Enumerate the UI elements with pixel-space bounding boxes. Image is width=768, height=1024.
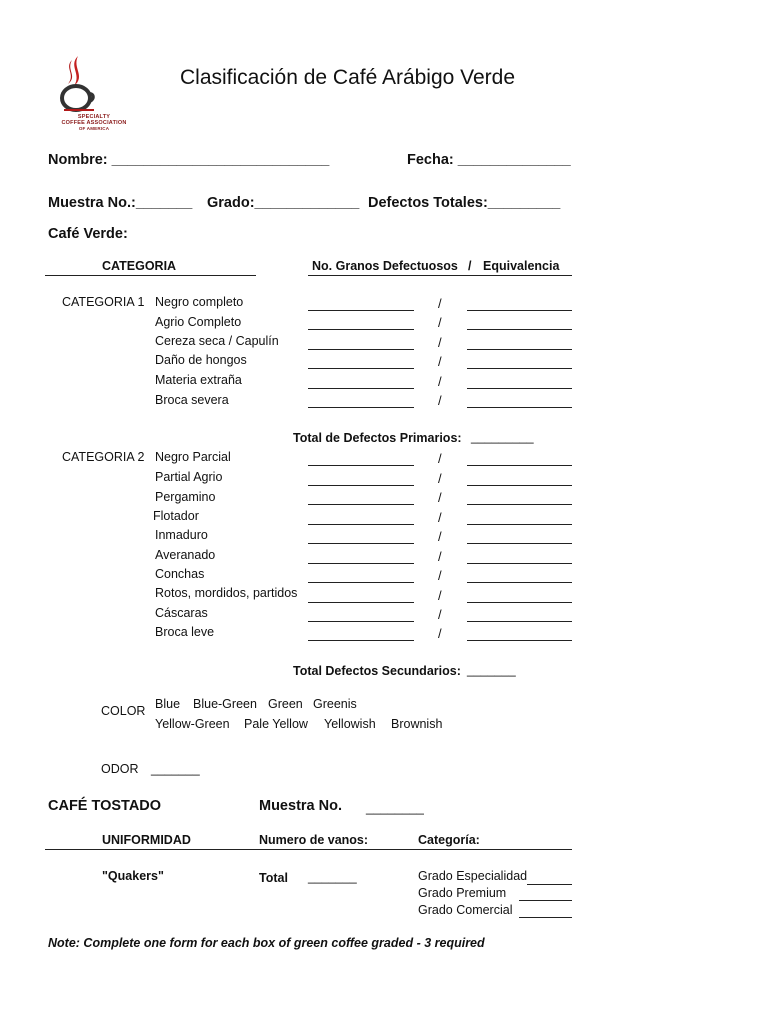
total-primarios-blank[interactable]: _________ <box>471 430 534 444</box>
total-secundarios-label: Total Defectos Secundarios: <box>293 664 461 678</box>
header-slash: / <box>468 259 472 273</box>
cat1-equiv-blank[interactable] <box>467 388 572 389</box>
cat2-item-label: Broca leve <box>155 625 215 639</box>
vanos-header: Numero de vanos: <box>259 833 369 847</box>
grado-field[interactable]: Grado:_____________ <box>207 195 360 211</box>
cat2-slash: / <box>438 490 442 505</box>
cat1-equiv-blank[interactable] <box>467 349 572 350</box>
total-primarios-label: Total de Defectos Primarios: <box>293 431 462 445</box>
cat2-equiv-blank[interactable] <box>467 504 572 505</box>
cat2-granos-blank[interactable] <box>308 485 414 486</box>
header-granos: No. Granos Defectuosos <box>312 259 458 273</box>
cat1-item-label: Negro completo <box>155 295 244 309</box>
cat2-slash: / <box>438 626 442 641</box>
defectos-totales-field[interactable]: Defectos Totales:_________ <box>368 195 561 211</box>
cat1-equiv-blank[interactable] <box>467 368 572 369</box>
color-label: COLOR <box>101 704 146 718</box>
color-option[interactable]: Pale Yellow <box>244 717 308 731</box>
page-title: Clasificación de Café Arábigo Verde <box>180 66 516 89</box>
footer-note: Note: Complete one form for each box of green coffee graded - 3 required <box>48 936 485 950</box>
cat1-slash: / <box>438 374 442 389</box>
cat1-item-label: Broca severa <box>155 393 229 407</box>
cat1-slash: / <box>438 393 442 408</box>
tostado-total-blank[interactable]: _______ <box>308 870 357 884</box>
cat1-granos-blank[interactable] <box>308 329 414 330</box>
cat2-slash: / <box>438 549 442 564</box>
cat1-granos-blank[interactable] <box>308 407 414 408</box>
cat2-granos-blank[interactable] <box>308 465 414 466</box>
coffee-cup-steam-icon <box>54 54 134 118</box>
logo-line3: OF AMERICA <box>78 126 110 131</box>
cat2-granos-blank[interactable] <box>308 640 414 641</box>
grado-especialidad-blank[interactable] <box>527 884 572 885</box>
grado-comercial-label: Grado Comercial <box>418 903 513 917</box>
cat2-equiv-blank[interactable] <box>467 621 572 622</box>
header-categoria: CATEGORIA <box>102 259 177 273</box>
color-option[interactable]: Blue <box>155 697 181 711</box>
cat1-equiv-blank[interactable] <box>467 310 572 311</box>
cat1-item-label: Cereza seca / Capulín <box>155 334 279 348</box>
cafe-tostado-heading: CAFÉ TOSTADO <box>48 798 162 814</box>
cat2-granos-blank[interactable] <box>308 524 414 525</box>
tostado-muestra-blank[interactable]: ________ <box>366 800 424 815</box>
color-option[interactable]: Brownish <box>391 717 443 731</box>
cat2-slash: / <box>438 568 442 583</box>
grado-premium-label: Grado Premium <box>418 886 507 900</box>
cat2-item-label: Partial Agrio <box>155 470 223 484</box>
header-granos-rule <box>308 275 572 276</box>
cat1-granos-blank[interactable] <box>308 388 414 389</box>
cafe-verde-heading: Café Verde: <box>48 226 128 242</box>
nombre-field[interactable]: Nombre: ___________________________ <box>48 152 330 168</box>
cat1-granos-blank[interactable] <box>308 310 414 311</box>
muestra-field[interactable]: Muestra No.:_______ <box>48 195 193 211</box>
cat1-slash: / <box>438 296 442 311</box>
cat2-equiv-blank[interactable] <box>467 582 572 583</box>
grado-comercial-blank[interactable] <box>519 917 572 918</box>
cat2-granos-blank[interactable] <box>308 563 414 564</box>
cat2-slash: / <box>438 607 442 622</box>
color-option[interactable]: Green <box>268 697 303 711</box>
cat2-equiv-blank[interactable] <box>467 602 572 603</box>
cat2-granos-blank[interactable] <box>308 504 414 505</box>
cat2-item-label: Negro Parcial <box>155 450 231 464</box>
cat2-slash: / <box>438 529 442 544</box>
total-secundarios-blank[interactable]: _______ <box>467 663 516 677</box>
cat2-item-label: Averanado <box>155 548 216 562</box>
cat2-item-label: Inmaduro <box>155 528 208 542</box>
header-equivalencia: Equivalencia <box>483 259 560 273</box>
color-option[interactable]: Yellow-Green <box>155 717 230 731</box>
uniformidad-header: UNIFORMIDAD <box>102 833 191 847</box>
cat2-slash: / <box>438 510 442 525</box>
cat1-item-label: Agrio Completo <box>155 315 242 329</box>
quakers-label: "Quakers" <box>102 869 164 883</box>
cat1-item-label: Materia extraña <box>155 373 242 387</box>
grado-especialidad-label: Grado Especialidad <box>418 869 528 883</box>
cat2-equiv-blank[interactable] <box>467 543 572 544</box>
cat1-equiv-blank[interactable] <box>467 407 572 408</box>
cat2-equiv-blank[interactable] <box>467 563 572 564</box>
cat2-granos-blank[interactable] <box>308 621 414 622</box>
logo-line2: COFFEE ASSOCIATION <box>61 120 127 126</box>
cat2-slash: / <box>438 588 442 603</box>
cat2-item-label: Conchas <box>155 567 205 581</box>
cat2-equiv-blank[interactable] <box>467 485 572 486</box>
cat1-equiv-blank[interactable] <box>467 329 572 330</box>
cat2-item-label: Flotador <box>153 509 199 523</box>
cat2-item-label: Rotos, mordidos, partidos <box>155 586 298 600</box>
color-option[interactable]: Blue-Green <box>193 697 257 711</box>
cat1-slash: / <box>438 354 442 369</box>
cat2-granos-blank[interactable] <box>308 543 414 544</box>
cat1-item-label: Daño de hongos <box>155 353 247 367</box>
cat1-granos-blank[interactable] <box>308 368 414 369</box>
cat1-slash: / <box>438 335 442 350</box>
cat2-granos-blank[interactable] <box>308 582 414 583</box>
categoria1-label: CATEGORIA 1 <box>62 295 145 309</box>
cat2-granos-blank[interactable] <box>308 602 414 603</box>
cat2-item-label: Pergamino <box>155 490 216 504</box>
tostado-categoria-header: Categoría: <box>418 833 480 847</box>
logo-line1: SPECIALTY <box>77 114 111 120</box>
categoria2-label: CATEGORIA 2 <box>62 450 145 464</box>
tostado-header-rule <box>45 849 572 850</box>
cat1-slash: / <box>438 315 442 330</box>
cat2-slash: / <box>438 451 442 466</box>
sca-logo <box>54 54 134 134</box>
odor-label: ODOR <box>101 762 139 776</box>
cat2-slash: / <box>438 471 442 486</box>
tostado-muestra-label: Muestra No. <box>259 798 342 814</box>
grado-premium-blank[interactable] <box>519 900 572 901</box>
cat2-equiv-blank[interactable] <box>467 640 572 641</box>
odor-blank[interactable]: _______ <box>151 762 200 776</box>
cat1-granos-blank[interactable] <box>308 349 414 350</box>
cat2-equiv-blank[interactable] <box>467 524 572 525</box>
color-option[interactable]: Greenis <box>313 697 357 711</box>
color-option[interactable]: Yellowish <box>324 717 376 731</box>
cat2-equiv-blank[interactable] <box>467 465 572 466</box>
header-categoria-rule <box>45 275 256 276</box>
tostado-total-label: Total <box>259 871 288 885</box>
fecha-field[interactable]: Fecha: ______________ <box>407 152 571 168</box>
cat2-item-label: Cáscaras <box>155 606 208 620</box>
